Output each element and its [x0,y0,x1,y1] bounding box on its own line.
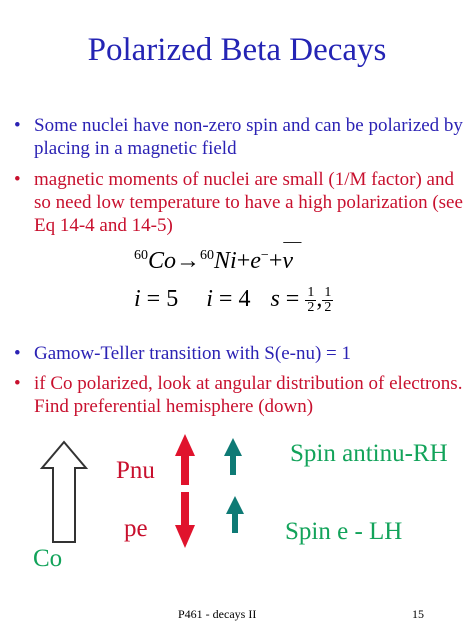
ni-symbol: Ni [214,248,237,274]
electron-charge: − [260,248,269,263]
co-mass-number: 60 [134,248,148,263]
half-fraction: $\frac{1}{2}$ [307,285,315,315]
bullet-text: Gamow-Teller transition with S(e-nu) = 1 [34,343,352,364]
teal-up-arrow-icon [226,496,244,533]
teal-up-arrow-icon [224,438,242,475]
footer-course: P461 - decays II [178,607,257,621]
slide-title: Polarized Beta Decays [87,32,387,68]
comma: , [316,286,323,313]
equals-sign: = [146,286,161,313]
bullet-marker: • [14,373,21,394]
plus-sign: + [236,248,251,274]
bullet-marker: • [14,343,21,364]
red-up-arrow-icon [175,434,195,485]
neutrino-symbol: ν [282,248,294,274]
plus-sign: + [268,248,283,274]
i-final: i [206,286,213,313]
bullet-text: if Co polarized, look at angular distribution of electrons. Find preferential hemisphere (down) [34,373,463,417]
spin-e-label: Spin e - LH [285,518,403,545]
equals-sign: = [285,286,300,313]
decay-equation [134,231,302,275]
s-symbol: s [270,286,280,313]
reaction-arrow: → [176,248,201,274]
electron-symbol: e [250,248,261,274]
spin-value-final: 4 [238,286,251,313]
spin-antinu-label: Spin antinu-RH [290,440,448,467]
red-down-arrow-icon [175,492,195,548]
page-number: 15 [412,607,424,621]
bullet-magnetic-moments [14,168,464,237]
bullet-marker: • [14,169,21,190]
bullet-gamow-teller [14,342,464,365]
pe-label: pe [124,515,148,542]
i-initial: i [134,286,141,313]
bullet-text: magnetic moments of nuclei are small (1/M factor) and so need low temperature to have a high polarization (see Eq 14-4 and 14-5) [34,169,463,236]
ni-mass-number: 60 [200,248,215,263]
antineutrino-bar: — [283,231,302,251]
spin-value-initial: 5 [166,286,179,313]
co-label: Co [33,545,63,572]
half-fraction: $\frac{1}{2}$ [324,285,332,315]
bullet-text: Some nuclei have non-zero spin and can be polarized by placing in a magnetic field [34,115,463,159]
bullet-co-polarized [14,372,464,418]
bullet-marker: • [14,115,21,136]
co-symbol: Co [148,248,177,274]
spin-equation [134,286,333,315]
pnu-label: Pnu [116,457,155,484]
co-spin-arrow-icon [42,442,86,542]
equals-sign: = [218,286,233,313]
bullet-spin-nuclei [14,114,464,160]
